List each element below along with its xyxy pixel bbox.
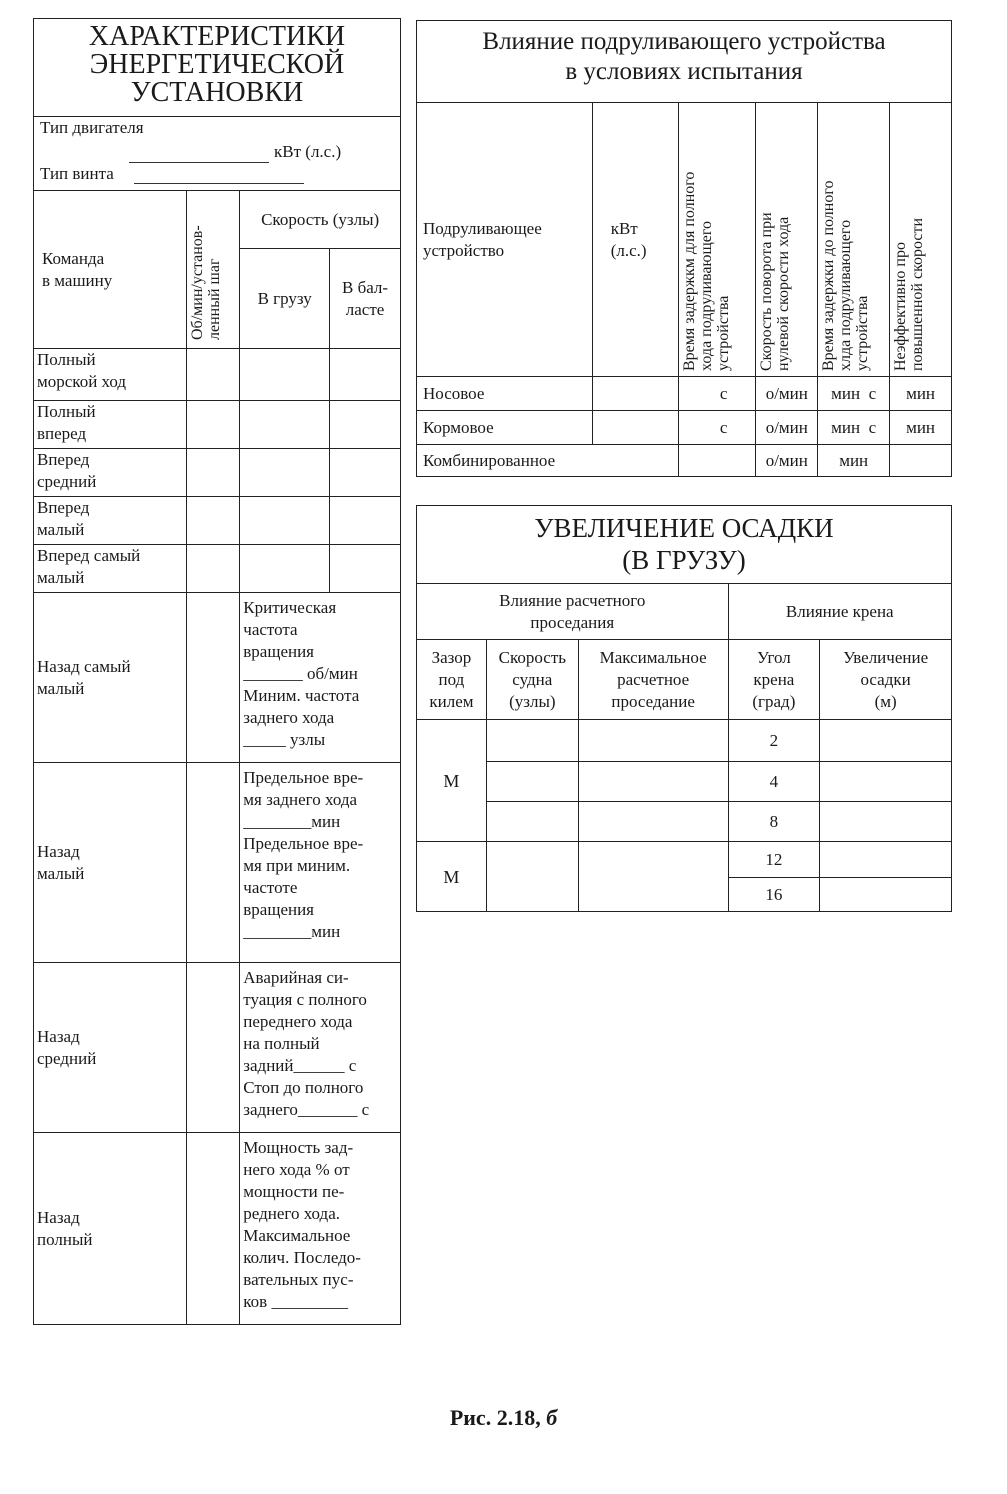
thruster-cell: мин с [818, 411, 890, 445]
thruster-row-name: Носовое [417, 377, 593, 411]
heel-header: Влияние крена [728, 584, 951, 640]
heel-angle-value: 12 [728, 842, 820, 878]
col-vessel-speed: Скорость судна (узлы) [486, 640, 578, 720]
row-label: Полный морской ход [34, 349, 187, 401]
row-label: Назад средний [34, 963, 187, 1133]
col-delay-full: Время задержкм для полного хода подруливающего устройства [678, 103, 756, 377]
heel-angle-value: 4 [728, 762, 820, 802]
engine-type-label: Тип двигателя [40, 118, 144, 137]
note-critical: Критическая частота вращения _______ об/мин Миним. частота заднего хода _____ узлы [240, 593, 401, 763]
thruster-cell [890, 445, 952, 477]
col-draft-increase: Увеличение осадки (м) [820, 640, 952, 720]
squat-header: Влияние расчетного проседания [417, 584, 729, 640]
thruster-cell: с [678, 411, 756, 445]
caption-letter: б [546, 1405, 558, 1430]
thruster-cell: мин [890, 411, 952, 445]
engine-prop-section [34, 117, 401, 191]
row-label: Назад полный [34, 1133, 187, 1325]
figure-caption [0, 1405, 1007, 1431]
thruster-row-name: Кормовое [417, 411, 593, 445]
power-plant-table [33, 18, 401, 1325]
prop-type-label: Тип винта [40, 164, 114, 183]
thruster-cell [678, 445, 756, 477]
engine-type-line [129, 144, 269, 163]
col-clearance: Зазор под килем [417, 640, 487, 720]
power-unit: кВт (л.с.) [274, 142, 342, 161]
row-label: Назад малый [34, 763, 187, 963]
heel-angle-value: 16 [728, 878, 820, 912]
draft-table [416, 505, 952, 912]
row-label: Назад самый малый [34, 593, 187, 763]
thruster-cell: с [678, 377, 756, 411]
thruster-cell: о/мин [756, 445, 818, 477]
clearance-mark: М [417, 720, 487, 842]
col-ineffective: Неэффективно про повышенной скорости [890, 103, 952, 377]
power-plant-title: ХАРАКТЕРИСТИКИ ЭНЕРГЕТИЧЕСКОЙ УСТАНОВКИ [34, 19, 401, 117]
col-max-squat: Максимальное расчетное проседание [578, 640, 728, 720]
col-speed: Скорость (узлы) [240, 191, 401, 249]
thruster-row-name: Комбинированное [417, 445, 679, 477]
col-delay-to-full: Время задержки до полного хлда подруливающего устройства [818, 103, 890, 377]
row-label: Вперед малый [34, 497, 187, 545]
note-emergency: Аварийная си- туация с полного переднего хода на полный задний______ с Стоп до полного заднего_______ с [240, 963, 401, 1133]
thruster-table [416, 20, 952, 477]
note-power: Мощность зад- него хода % от мощности пе- реднего хода. Максимальное колич. Последо- вательных пус- ков _________ [240, 1133, 401, 1325]
caption-text: Рис. 2.18, [449, 1405, 547, 1430]
thruster-cell: о/мин [756, 411, 818, 445]
col-device: Подруливающее устройство [417, 103, 593, 377]
row-label: Вперед самый малый [34, 545, 187, 593]
heel-angle-value: 2 [728, 720, 820, 762]
prop-type-line [134, 169, 304, 184]
col-kw: кВт (л.с.) [592, 103, 678, 377]
thruster-cell: мин с [818, 377, 890, 411]
col-command: Команда в машину [34, 191, 187, 349]
row-label: Вперед средний [34, 449, 187, 497]
note-limit: Предельное вре- мя заднего хода ________мин Предельное вре- мя при миним. частоте вращения ________мин [240, 763, 401, 963]
heel-angle-value: 8 [728, 802, 820, 842]
col-heel-angle: Угол крена (град) [728, 640, 820, 720]
col-loaded: В грузу [240, 249, 330, 349]
clearance-mark: М [417, 842, 487, 912]
thruster-cell: мин [818, 445, 890, 477]
draft-title: УВЕЛИЧЕНИЕ ОСАДКИ (В ГРУЗУ) [417, 506, 952, 584]
col-turn-speed: Скорость поворота при нулевой скорости хода [756, 103, 818, 377]
row-label: Полный вперед [34, 401, 187, 449]
thruster-cell: мин [890, 377, 952, 411]
thruster-title: Влияние подруливающего устройства в условиях испытания [417, 21, 952, 103]
col-rpm: Об/мин/установ- ленный шаг [187, 191, 240, 349]
col-ballast: В бал- ласте [330, 249, 401, 349]
thruster-cell: о/мин [756, 377, 818, 411]
